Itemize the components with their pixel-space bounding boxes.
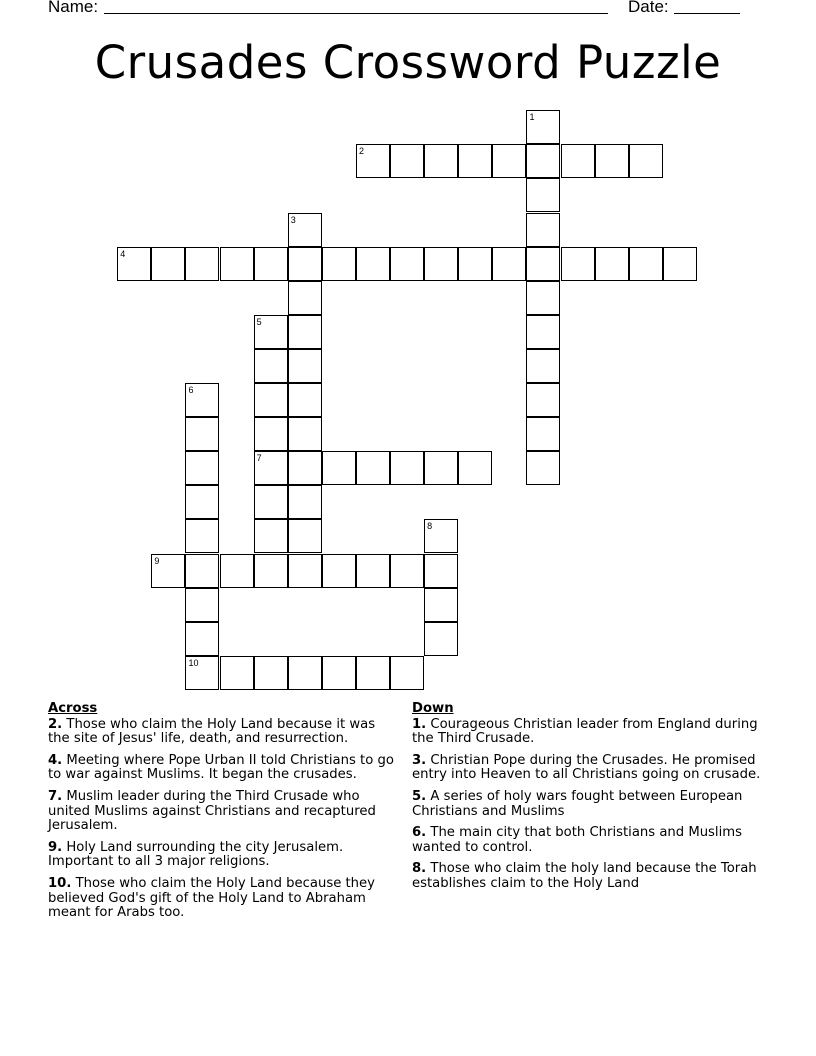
date-label: Date:	[628, 0, 669, 16]
clue-text: Muslim leader during the Third Crusade who united Muslims against Christians and recaptured Jerusalem.	[48, 788, 376, 834]
clue-text: Meeting where Pope Urban II told Christians to go to war against Muslims. It began the crusades.	[48, 752, 394, 783]
crossword-cell[interactable]	[322, 451, 356, 485]
crossword-cell[interactable]	[288, 451, 322, 485]
clue-number: 4.	[48, 752, 63, 768]
crossword-cell[interactable]	[185, 485, 219, 519]
clue-number-label: 4	[120, 248, 126, 259]
crossword-cell[interactable]	[424, 554, 458, 588]
name-label: Name:	[48, 0, 99, 16]
clue-text: The main city that both Christians and Muslims wanted to control.	[412, 825, 742, 855]
crossword-cell[interactable]	[663, 247, 697, 281]
crossword-cell[interactable]	[254, 315, 288, 349]
crossword-cell[interactable]	[185, 451, 219, 485]
crossword-cell[interactable]	[526, 281, 560, 315]
crossword-cell[interactable]	[322, 247, 356, 281]
crossword-cell[interactable]	[254, 519, 288, 553]
crossword-cell[interactable]	[254, 554, 288, 588]
clue-number: 9.	[48, 839, 63, 855]
clue-item	[48, 790, 398, 834]
clue-number-label: 5	[256, 316, 262, 327]
crossword-cell[interactable]	[424, 144, 458, 178]
clue-number-label: 8	[427, 521, 433, 532]
crossword-cell[interactable]	[526, 213, 560, 247]
crossword-cell[interactable]	[185, 519, 219, 553]
crossword-cell[interactable]	[526, 417, 560, 451]
down-clues	[412, 702, 772, 899]
clue-item	[48, 718, 398, 747]
crossword-cell[interactable]	[526, 383, 560, 417]
crossword-cell[interactable]	[288, 213, 322, 247]
crossword-cell[interactable]	[288, 281, 322, 315]
clue-item	[48, 841, 398, 870]
clue-item	[412, 862, 772, 891]
clue-text: A series of holy wars fought between European Christians and Muslims	[412, 788, 743, 819]
clue-text: Holy Land surrounding the city Jerusalem. Important to all 3 major religions.	[48, 839, 344, 870]
across-clues	[48, 702, 398, 928]
crossword-cell[interactable]	[526, 349, 560, 383]
clue-text: Christian Pope during the Crusades. He promised entry into Heaven to all Christians going on crusade.	[412, 752, 761, 783]
clue-number-label: 10	[188, 657, 199, 668]
crossword-cell[interactable]	[288, 349, 322, 383]
clue-item	[412, 718, 772, 747]
crossword-cell[interactable]	[458, 451, 492, 485]
crossword-cell[interactable]	[254, 451, 288, 485]
crossword-cell[interactable]	[424, 588, 458, 622]
crossword-cell[interactable]	[288, 554, 322, 588]
crossword-cell[interactable]	[185, 656, 219, 690]
clue-text: Those who claim the holy land because the Torah establishes claim to the Holy Land	[412, 861, 757, 891]
crossword-cell[interactable]	[288, 383, 322, 417]
crossword-cell[interactable]	[185, 622, 219, 656]
crossword-cell[interactable]	[424, 247, 458, 281]
crossword-cell[interactable]	[254, 656, 288, 690]
crossword-cell[interactable]	[458, 144, 492, 178]
clue-number: 2.	[48, 716, 63, 732]
crossword-cell[interactable]	[288, 485, 322, 519]
clue-text: Those who claim the Holy Land because it was the site of Jesus' life, death, and resurrection.	[48, 716, 376, 747]
crossword-cell[interactable]	[322, 656, 356, 690]
crossword-cell[interactable]	[254, 383, 288, 417]
clue-number-label: 9	[154, 555, 160, 566]
clue-number-label: 3	[290, 214, 296, 225]
crossword-cell[interactable]	[526, 110, 560, 144]
crossword-cell[interactable]	[390, 656, 424, 690]
crossword-cell[interactable]	[356, 451, 390, 485]
crossword-cell[interactable]	[356, 554, 390, 588]
clue-item	[48, 754, 398, 783]
down-heading: Down	[412, 701, 454, 716]
crossword-cell[interactable]	[390, 451, 424, 485]
crossword-cell[interactable]	[492, 144, 526, 178]
clue-number: 10.	[48, 875, 72, 891]
crossword-cell[interactable]	[390, 144, 424, 178]
crossword-cell[interactable]	[356, 144, 390, 178]
crossword-cell[interactable]	[356, 656, 390, 690]
crossword-cell[interactable]	[629, 247, 663, 281]
crossword-cell[interactable]	[288, 519, 322, 553]
crossword-cell[interactable]	[185, 588, 219, 622]
clue-item	[412, 754, 772, 783]
crossword-cell[interactable]	[288, 315, 322, 349]
crossword-cell[interactable]	[220, 247, 254, 281]
clue-text: Those who claim the Holy Land because they believed God's gift of the Holy Land to Abraham meant for Arabs too.	[48, 875, 375, 921]
crossword-cell[interactable]	[322, 554, 356, 588]
page-title: Crusades Crossword Puzzle	[94, 36, 722, 89]
crossword-cell[interactable]	[151, 247, 185, 281]
crossword-cell[interactable]	[526, 315, 560, 349]
clue-number-label: 6	[188, 385, 194, 396]
clue-number: 5.	[412, 788, 427, 804]
crossword-cell[interactable]	[288, 656, 322, 690]
crossword-cell[interactable]	[151, 554, 185, 588]
crossword-cell[interactable]	[526, 451, 560, 485]
clue-item	[48, 877, 398, 921]
crossword-cell[interactable]	[458, 247, 492, 281]
crossword-cell[interactable]	[254, 349, 288, 383]
crossword-cell[interactable]	[390, 247, 424, 281]
crossword-cell[interactable]	[424, 622, 458, 656]
crossword-cell[interactable]	[390, 554, 424, 588]
crossword-cell[interactable]	[492, 247, 526, 281]
clue-number: 1.	[412, 716, 427, 732]
crossword-cell[interactable]	[254, 247, 288, 281]
crossword-cell[interactable]	[185, 417, 219, 451]
clue-number-label: 2	[358, 146, 364, 157]
crossword-cell[interactable]	[526, 247, 560, 281]
crossword-cell[interactable]	[185, 554, 219, 588]
crossword-cell[interactable]	[561, 144, 595, 178]
crossword-cell[interactable]	[254, 485, 288, 519]
crossword-cell[interactable]	[424, 451, 458, 485]
crossword-cell[interactable]	[220, 656, 254, 690]
clue-number: 3.	[412, 752, 427, 768]
crossword-cell[interactable]	[185, 247, 219, 281]
crossword-cell[interactable]	[117, 247, 151, 281]
crossword-cell[interactable]	[424, 519, 458, 553]
crossword-cell[interactable]	[288, 417, 322, 451]
crossword-cell[interactable]	[595, 247, 629, 281]
across-heading: Across	[48, 701, 98, 716]
crossword-cell[interactable]	[356, 247, 390, 281]
crossword-cell[interactable]	[220, 554, 254, 588]
clue-number-label: 1	[529, 112, 535, 123]
crossword-cell[interactable]	[629, 144, 663, 178]
crossword-cell[interactable]	[526, 178, 560, 212]
clue-item	[412, 826, 772, 855]
clue-number: 6.	[412, 825, 427, 841]
crossword-cell[interactable]	[526, 144, 560, 178]
clue-number: 7.	[48, 788, 63, 804]
clue-text: Courageous Christian leader from England during the Third Crusade.	[412, 716, 758, 747]
crossword-cell[interactable]	[595, 144, 629, 178]
clue-number: 8.	[412, 861, 427, 877]
crossword-cell[interactable]	[561, 247, 595, 281]
crossword-cell[interactable]	[254, 417, 288, 451]
crossword-cell[interactable]	[185, 383, 219, 417]
clue-number-label: 7	[256, 453, 262, 464]
crossword-cell[interactable]	[288, 247, 322, 281]
clue-item	[412, 790, 772, 819]
